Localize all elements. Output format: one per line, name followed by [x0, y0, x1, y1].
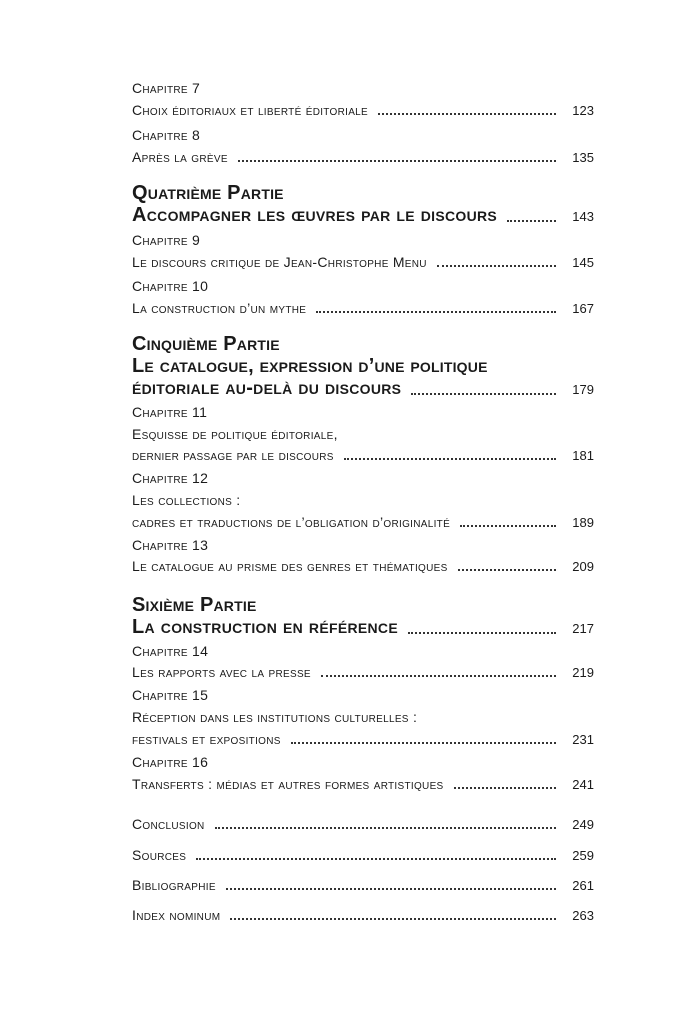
chapter-8-title: Après la grève: [132, 149, 228, 165]
chapter-11-page: 181: [572, 448, 594, 463]
table-of-contents: [132, 0, 594, 1014]
chapter-10-title: La construction d’un mythe: [132, 300, 307, 316]
index-nominum-page: 263: [572, 908, 594, 923]
toc-entry-chapter-16[interactable]: [132, 775, 594, 794]
dot-leader: [230, 916, 556, 920]
dot-leader: [291, 740, 556, 744]
sources-title: Sources: [132, 847, 187, 863]
chapter-9-label: Chapitre 9: [132, 232, 201, 248]
toc-entry-chapter-11[interactable]: [132, 446, 594, 465]
toc-entry-part-6[interactable]: [132, 616, 594, 640]
part-6-title: La construction en référence: [132, 616, 398, 638]
toc-entry-chapter-15[interactable]: [132, 730, 594, 749]
sources-page: 259: [572, 848, 594, 863]
chapter-10-page: 167: [572, 301, 594, 316]
chapter-7-label: Chapitre 7: [132, 80, 201, 96]
chapter-16-page: 241: [572, 777, 594, 792]
conclusion-title: Conclusion: [132, 816, 205, 832]
part-5-title-line-2: éditoriale au-delà du discours: [132, 377, 402, 399]
chapter-16-title: Transferts : médias et autres formes artistiques: [132, 776, 444, 792]
dot-leader: [344, 456, 556, 460]
index-nominum-title: Index nominum: [132, 907, 221, 923]
chapter-12-title-line-1: Les collections :: [132, 492, 241, 508]
dot-leader: [454, 785, 556, 789]
toc-entry-bibliographie[interactable]: [132, 876, 594, 895]
toc-entry-chapter-7[interactable]: [132, 101, 594, 120]
conclusion-page: 249: [572, 817, 594, 832]
dot-leader: [215, 825, 556, 829]
chapter-9-title: Le discours critique de Jean-Christophe Menu: [132, 254, 427, 270]
toc-entry-part-5[interactable]: [132, 377, 594, 401]
chapter-7-title: Choix éditoriaux et liberté éditoriale: [132, 102, 369, 118]
chapter-14-page: 219: [572, 665, 594, 680]
part-5-page: 179: [572, 382, 594, 397]
part-6-label: Sixième Partie: [132, 594, 257, 616]
chapter-10-label: Chapitre 10: [132, 278, 209, 294]
dot-leader: [196, 856, 556, 860]
part-6-page: 217: [572, 621, 594, 636]
dot-leader: [226, 886, 556, 890]
toc-entry-part-4[interactable]: [132, 204, 594, 228]
chapter-15-label: Chapitre 15: [132, 687, 209, 703]
dot-leader: [238, 158, 556, 162]
chapter-11-label: Chapitre 11: [132, 404, 208, 420]
toc-entry-conclusion[interactable]: [132, 815, 594, 834]
toc-entry-chapter-10[interactable]: [132, 299, 594, 318]
toc-entry-chapter-12[interactable]: [132, 513, 594, 532]
chapter-14-label: Chapitre 14: [132, 643, 209, 659]
chapter-12-label: Chapitre 12: [132, 470, 209, 486]
chapter-14-title: Les rapports avec la presse: [132, 664, 311, 680]
toc-entry-chapter-14[interactable]: [132, 663, 594, 682]
chapter-15-page: 231: [572, 732, 594, 747]
toc-entry-index-nominum[interactable]: [132, 906, 594, 925]
bibliographie-page: 261: [572, 878, 594, 893]
part-4-title: Accompagner les œuvres par le discours: [132, 204, 498, 226]
dot-leader: [321, 673, 556, 677]
chapter-12-title-line-2: cadres et traductions de l’obligation d’originalité: [132, 514, 451, 530]
dot-leader: [408, 630, 556, 634]
dot-leader: [437, 263, 556, 267]
dot-leader: [458, 567, 556, 571]
chapter-13-label: Chapitre 13: [132, 537, 209, 553]
dot-leader: [507, 218, 556, 222]
chapter-7-page: 123: [572, 103, 594, 118]
toc-entry-sources[interactable]: [132, 846, 594, 865]
chapter-13-page: 209: [572, 559, 594, 574]
chapter-8-label: Chapitre 8: [132, 127, 201, 143]
bibliographie-title: Bibliographie: [132, 877, 216, 893]
chapter-11-title-line-1: Esquisse de politique éditoriale,: [132, 426, 338, 442]
toc-entry-chapter-9[interactable]: [132, 253, 594, 272]
chapter-15-title-line-1: Réception dans les institutions culturelles :: [132, 709, 418, 725]
part-4-label: Quatrième Partie: [132, 182, 284, 204]
dot-leader: [316, 309, 556, 313]
chapter-15-title-line-2: festivals et expositions: [132, 731, 281, 747]
chapter-16-label: Chapitre 16: [132, 754, 209, 770]
part-5-title-line-1: Le catalogue, expression d’une politique: [132, 355, 488, 377]
chapter-13-title: Le catalogue au prisme des genres et thématiques: [132, 558, 448, 574]
chapter-8-page: 135: [572, 150, 594, 165]
chapter-9-page: 145: [572, 255, 594, 270]
dot-leader: [378, 111, 556, 115]
toc-entry-chapter-8[interactable]: [132, 148, 594, 167]
dot-leader: [411, 391, 556, 395]
dot-leader: [460, 523, 556, 527]
chapter-12-page: 189: [572, 515, 594, 530]
chapter-11-title-line-2: dernier passage par le discours: [132, 447, 334, 463]
toc-entry-chapter-13[interactable]: [132, 557, 594, 576]
part-4-page: 143: [572, 209, 594, 224]
part-5-label: Cinquième Partie: [132, 333, 280, 355]
